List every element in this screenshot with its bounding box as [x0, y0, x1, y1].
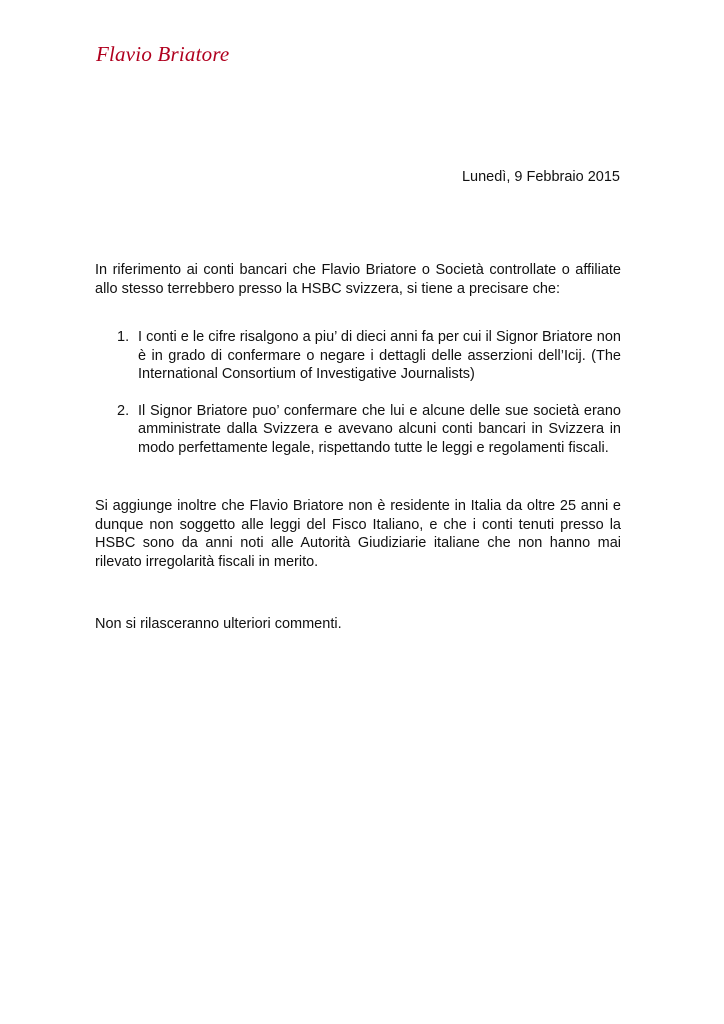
intro-paragraph: In riferimento ai conti bancari che Flavio Briatore o Società controllate o affiliate allo stesso terrebbero presso la HSBC svizzera, si tiene a precisare che:: [95, 262, 621, 297]
list-item-text: Il Signor Briatore puo’ confermare che lui e alcune delle sue società erano amministrate dalla Svizzera e avevano alcuni conti bancari in Svizzera in modo perfettamente legale, rispettando tutte le leggi e regolamenti fiscali.: [138, 402, 621, 456]
letter-date: Lunedì, 9 Febbraio 2015: [461, 169, 620, 185]
list-item-number: 2.: [117, 402, 130, 419]
numbered-list: [95, 328, 621, 457]
closing-statement: Non si rilasceranno ulteriori commenti.: [95, 616, 342, 632]
list-item-number: 1.: [117, 329, 130, 345]
list-item: [95, 402, 621, 458]
letterhead-name: Flavio Briatore: [96, 42, 230, 66]
residence-paragraph: Si aggiunge inoltre che Flavio Briatore non è residente in Italia da oltre 25 anni e dunque non soggetto alle leggi del Fisco Italiano, e che i conti tenuti presso la HSBC sono da anni noti alle Autorità Giudiziarie italiane che non hanno mai rilevato irregolarità fiscali in merito.: [95, 498, 621, 570]
list-item-text: I conti e le cifre risalgono a piu’ di dieci anni fa per cui il Signor Briatore non è in grado di confermare o negare i dettagli delle asserzioni dell’Icij. (The International Consortium of Investigative Journalists): [138, 329, 621, 382]
list-item: [95, 328, 621, 384]
